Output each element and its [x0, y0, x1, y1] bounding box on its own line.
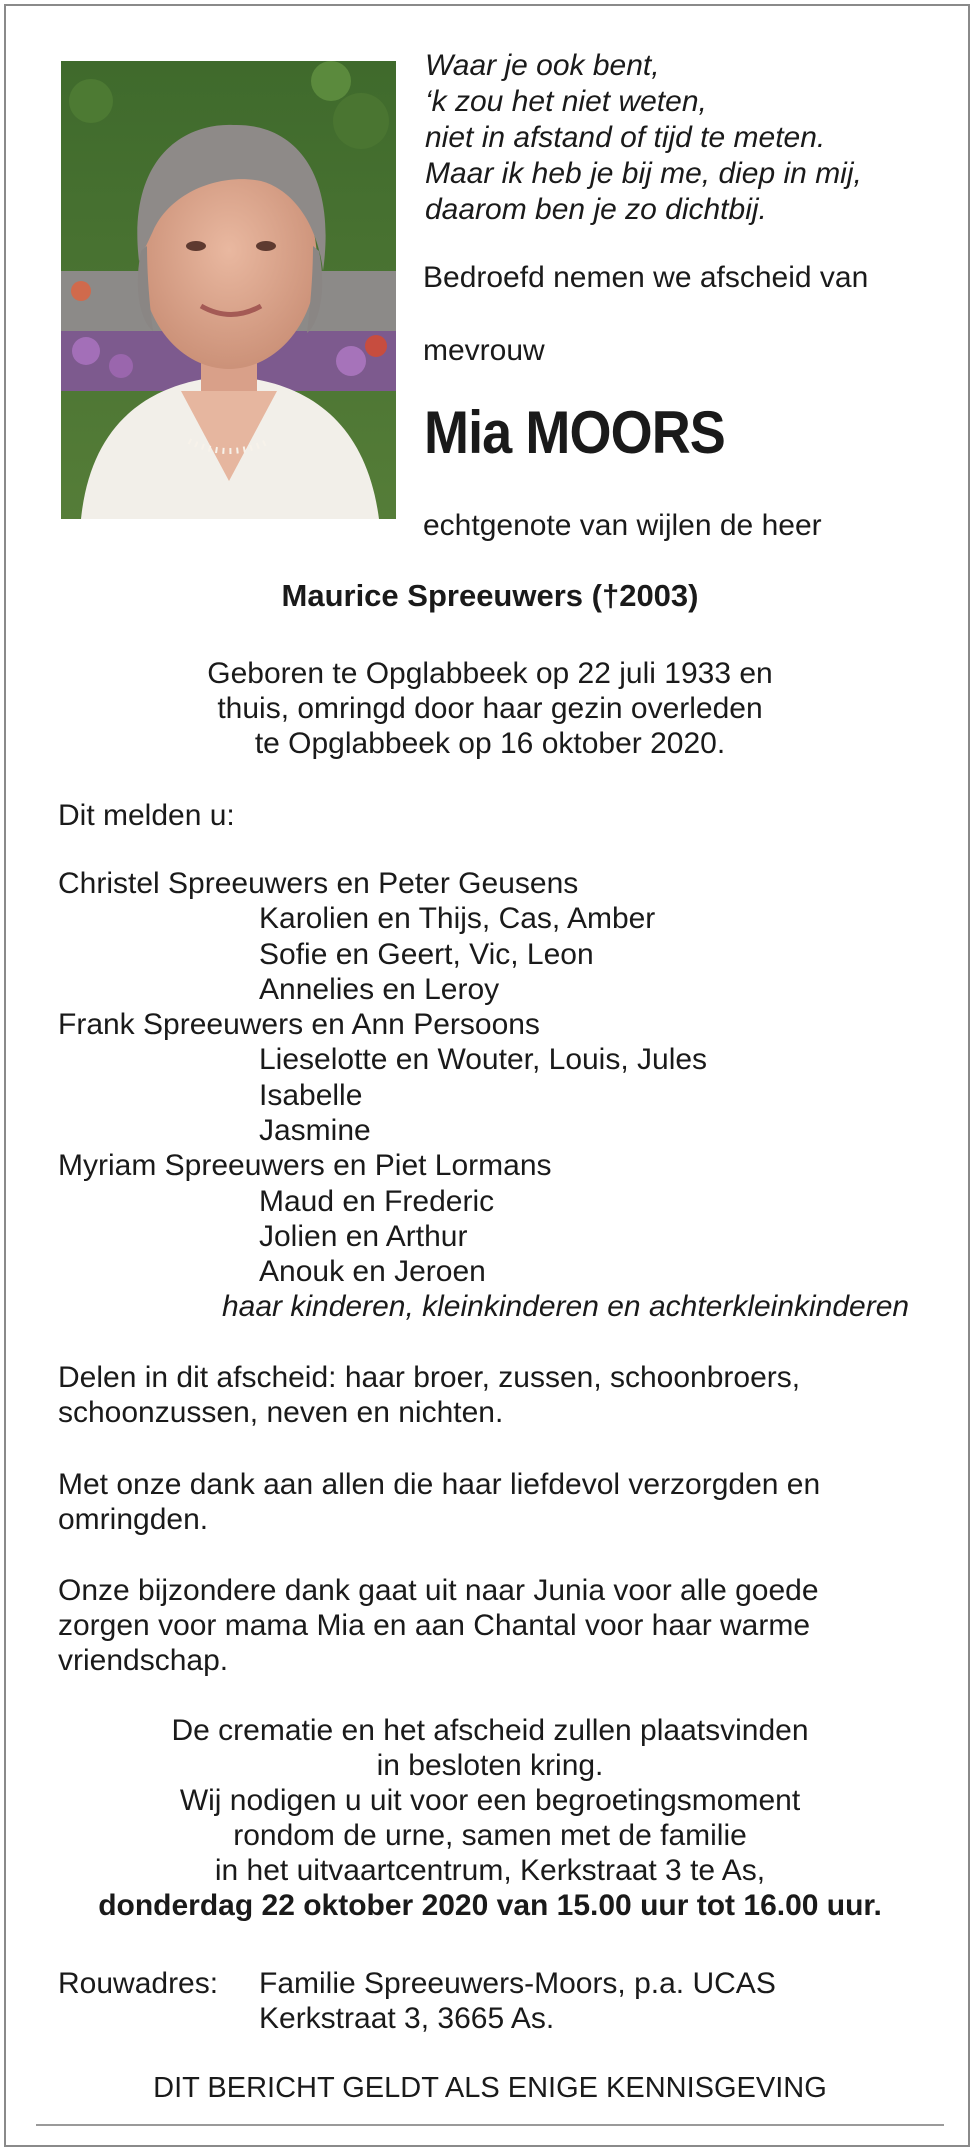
- address-label: Rouwadres:: [58, 1967, 219, 2000]
- spouse-intro: echtgenote van wijlen de heer: [423, 509, 822, 542]
- poem-line: Waar je ook bent,: [425, 49, 660, 82]
- family-child: Jolien en Arthur: [259, 1219, 468, 1253]
- text-line: Geboren te Opglabbeek op 22 juli 1933 en: [207, 657, 773, 690]
- bottom-divider: [36, 2124, 944, 2126]
- notice-text: DIT BERICHT GELDT ALS ENIGE KENNISGEVING: [153, 2072, 827, 2104]
- family-child: Maud en Frederic: [259, 1184, 495, 1218]
- text-line: te Opglabbeek op 16 oktober 2020.: [254, 727, 726, 760]
- thanks-text: [58, 1467, 938, 1537]
- family-child: Karolien en Thijs, Cas, Amber: [259, 902, 656, 936]
- address-line: Kerkstraat 3, 3665 As.: [259, 2002, 555, 2035]
- family-child: Sofie en Geert, Vic, Leon: [259, 937, 594, 971]
- poem-line: daarom ben je zo dichtbij.: [425, 193, 767, 226]
- spouse-name: Maurice Spreeuwers (†2003): [281, 578, 699, 613]
- poem-line: ‘k zou het niet weten,: [425, 85, 707, 118]
- portrait-photo: [61, 61, 396, 519]
- text-line: zorgen voor mama Mia en aan Chantal voor haar warme: [58, 1609, 811, 1642]
- text-line: omringden.: [58, 1503, 209, 1536]
- ceremony-date: donderdag 22 oktober 2020 van 15.00 uur tot 16.00 uur.: [98, 1889, 882, 1922]
- family-child: Anouk en Jeroen: [259, 1255, 486, 1289]
- birth-death-text: [0, 656, 980, 761]
- address-line: Familie Spreeuwers-Moors, p.a. UCAS: [259, 1967, 776, 2000]
- address-lines: [259, 1966, 776, 2036]
- text-line: Wij nodigen u uit voor een begroetingsmoment: [179, 1784, 801, 1817]
- text-line: in besloten kring.: [376, 1749, 604, 1782]
- text-line: Delen in dit afscheid: haar broer, zussen, schoonbroers,: [58, 1361, 801, 1394]
- family-list: [58, 866, 707, 1290]
- text-line: Met onze dank aan allen die haar liefdevol verzorgden en: [58, 1468, 821, 1501]
- announce-intro: Dit melden u:: [58, 799, 235, 832]
- text-line: De crematie en het afscheid zullen plaatsvinden: [171, 1714, 809, 1747]
- poem-line: niet in afstand of tijd te meten.: [425, 121, 826, 154]
- text-line: thuis, omringd door haar gezin overleden: [217, 692, 763, 725]
- family-child: Isabelle: [259, 1078, 363, 1112]
- text-line: rondom de urne, samen met de familie: [233, 1819, 747, 1852]
- family-child: Jasmine: [259, 1114, 371, 1148]
- text-line: Onze bijzondere dank gaat uit naar Junia voor alle goede: [58, 1574, 819, 1607]
- poem: [425, 48, 862, 228]
- sharing-text: [58, 1360, 938, 1430]
- deceased-name: Mia MOORS: [424, 399, 725, 466]
- ceremony-text: [0, 1713, 980, 1923]
- special-thanks-text: [58, 1573, 938, 1678]
- text-line: in het uitvaartcentrum, Kerkstraat 3 te As,: [214, 1854, 766, 1887]
- title-text: mevrouw: [423, 334, 545, 367]
- intro-text: Bedroefd nemen we afscheid van: [423, 261, 869, 294]
- family-parents: Myriam Spreeuwers en Piet Lormans: [58, 1149, 552, 1183]
- family-parents: Frank Spreeuwers en Ann Persoons: [58, 1008, 540, 1042]
- family-caption: haar kinderen, kleinkinderen en achterkleinkinderen: [222, 1290, 910, 1323]
- family-child: Lieselotte en Wouter, Louis, Jules: [259, 1043, 708, 1077]
- family-parents: Christel Spreeuwers en Peter Geusens: [58, 867, 579, 900]
- poem-line: Maar ik heb je bij me, diep in mij,: [425, 157, 862, 190]
- text-line: vriendschap.: [58, 1644, 229, 1677]
- family-child: Annelies en Leroy: [259, 972, 500, 1006]
- text-line: schoonzussen, neven en nichten.: [58, 1396, 504, 1429]
